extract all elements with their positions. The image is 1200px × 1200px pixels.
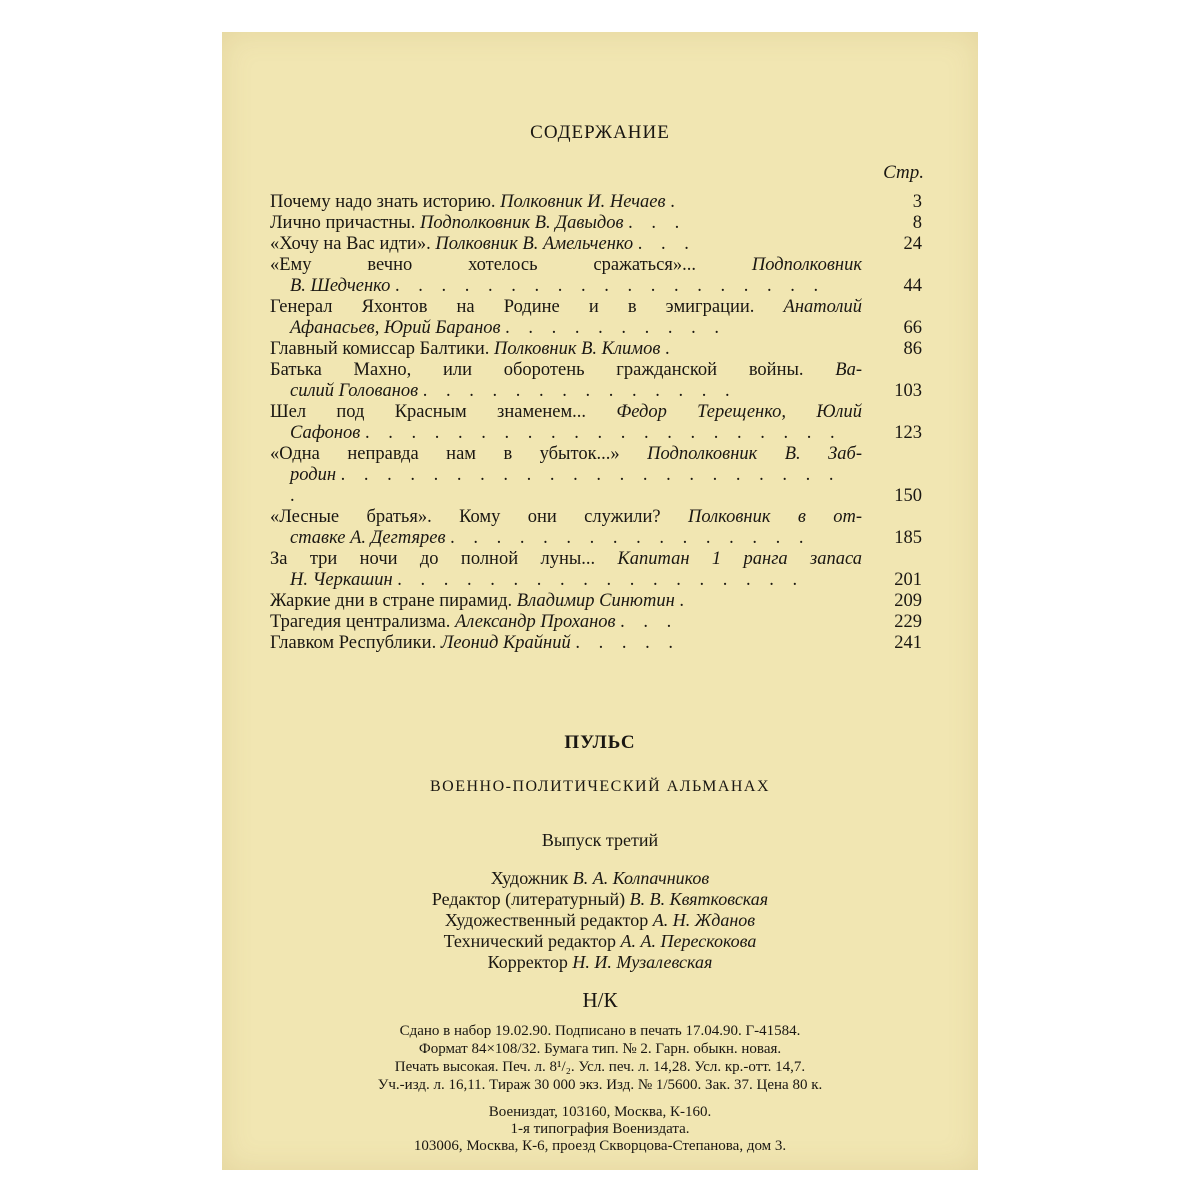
toc-entry-line	[270, 528, 862, 549]
print-info-line: Печать высокая. Печ. л. 8¹/₂. Усл. печ. л. 14,28. Усл. кр.-отт. 14,7.	[394, 1059, 806, 1075]
toc-entry-title: Трагедия централизма.	[270, 612, 451, 632]
credit-name: В. А. Колпачников	[572, 868, 710, 888]
credit-name: А. Н. Жданов	[652, 910, 756, 930]
toc-entry-title: Жаркие дни в стране пирамид.	[270, 591, 513, 611]
toc-entry-author: родин	[290, 465, 337, 485]
toc-entry	[270, 633, 922, 654]
credit-role: Художественный редактор	[444, 910, 649, 930]
toc-entry-title: Почему надо знать историю.	[270, 192, 496, 212]
toc-entry-title: «Ему вечно хотелось сражаться»...	[270, 255, 696, 275]
toc-entry-author: Федор Терещенко, Юлий	[616, 402, 862, 422]
dot-leader: .	[679, 591, 691, 611]
toc-entry-author: Сафонов	[290, 423, 361, 443]
credit-name: А. А. Перескокова	[620, 931, 757, 951]
toc-entry	[270, 213, 922, 234]
publisher-line: 1-я типография Воениздата.	[510, 1121, 690, 1137]
toc-entry-line	[270, 297, 862, 318]
almanac-subtitle: ВОЕННО-ПОЛИТИЧЕСКИЙ АЛЬМАНАХ	[429, 778, 771, 795]
toc-entry-title: Батька Махно, или оборотень гражданской войны.	[270, 360, 804, 380]
credit-line	[222, 952, 978, 973]
credit-role: Корректор	[487, 952, 568, 972]
toc-entry-line	[270, 360, 862, 381]
toc-entry-author: Подполковник	[751, 255, 862, 275]
credit-name: В. В. Квятковская	[629, 889, 769, 909]
toc-entry-line	[270, 276, 862, 297]
toc-entry-author: Подполковник В. Заб-	[647, 444, 862, 464]
book-page	[222, 32, 978, 1170]
dot-leader: .	[665, 339, 677, 359]
toc-entry-line	[270, 465, 862, 507]
toc-entry	[270, 507, 922, 549]
toc-entry-author: Подполковник В. Давыдов	[419, 213, 624, 233]
toc-entry-author: Полковник В. Амельченко	[435, 234, 634, 254]
toc-entry-author: Афанасьев, Юрий Баранов	[290, 318, 501, 338]
credit-name: Н. И. Музалевская	[572, 952, 713, 972]
toc-entry-line	[270, 381, 862, 402]
toc-entry-author: Полковник в от-	[687, 507, 862, 527]
dot-leader: . . .	[620, 612, 679, 632]
toc-entry-title: Шел под Красным знаменем...	[270, 402, 587, 422]
toc-entry	[270, 255, 922, 297]
dot-leader: . . . . . . . . . . . . . . . . . . . . .	[364, 423, 842, 443]
toc-entry-author: В. Шедченко	[290, 276, 391, 296]
toc-entry-page: 24	[903, 234, 922, 254]
toc-entry-page: 103	[894, 381, 922, 401]
toc-entry-title: Главком Республики.	[270, 633, 437, 653]
toc-entry-author: Полковник И. Нечаев	[500, 192, 666, 212]
dot-leader: . . . . . . . . . . . . . . . . . . .	[395, 276, 826, 296]
dot-leader: . . . . . . . . . . . . . . . . . . . . . . .	[290, 465, 841, 506]
toc-entry-page: 229	[894, 612, 922, 632]
toc-entry-line	[270, 318, 862, 339]
toc-entry	[270, 234, 922, 255]
dot-leader: . . . . . . . . . . . . . . . . . .	[397, 570, 805, 590]
toc-entry	[270, 444, 922, 507]
toc-entry-author: Ва-	[835, 360, 863, 380]
toc-entry-title: «Хочу на Вас идти».	[270, 234, 431, 254]
toc-entry	[270, 612, 922, 633]
print-info-line: Формат 84×108/32. Бумага тип. № 2. Гарн. обыкн. новая.	[418, 1041, 782, 1057]
toc-entry-author: Владимир Синютин	[516, 591, 675, 611]
dot-leader: . . . . . . . . . . . . . . . .	[450, 528, 811, 548]
issue-label: Выпуск третий	[541, 830, 659, 850]
toc-entry-author: Анатолий	[783, 297, 862, 317]
toc-entry-title: Генерал Яхонтов на Родине и в эмиграции.	[270, 297, 755, 317]
credit-line	[222, 910, 978, 931]
toc-entry-page: 3	[912, 192, 922, 212]
publisher-line: Воениздат, 103160, Москва, К-160.	[488, 1104, 712, 1120]
toc-entry-page: 201	[894, 570, 922, 590]
toc-entry-line	[270, 423, 862, 444]
dot-leader: . . .	[637, 234, 696, 254]
toc-entry-page: 241	[894, 633, 922, 653]
classification-code: Н/К	[582, 988, 618, 1012]
credit-line	[222, 931, 978, 952]
toc-entry	[270, 360, 922, 402]
toc-entry-author: Н. Черкашин	[290, 570, 393, 590]
toc-entry-author: силий Голованов	[290, 381, 419, 401]
almanac-title: ПУЛЬС	[564, 732, 636, 753]
dot-leader: . . . . . . . . . .	[505, 318, 727, 338]
toc-entry-author: Капитан 1 ранга запаса	[617, 549, 862, 569]
toc-entry	[270, 549, 922, 591]
toc-entry-author: Полковник В. Климов	[493, 339, 661, 359]
toc-entry-line	[270, 549, 862, 570]
credits-list	[222, 868, 978, 973]
toc-entry-page: 150	[894, 486, 922, 506]
toc-entry-title: Лично причастны.	[270, 213, 416, 233]
toc-entry-line	[270, 570, 862, 591]
print-info	[222, 1022, 978, 1094]
toc-entry-author: Александр Проханов	[454, 612, 616, 632]
toc-entry-line	[270, 444, 862, 465]
dot-leader: . . . . . . . . . . . . . .	[422, 381, 737, 401]
toc-entry-page: 8	[912, 213, 922, 233]
toc-entry-author: Леонид Крайний	[440, 633, 571, 653]
toc-title: СОДЕРЖАНИЕ	[530, 122, 670, 143]
toc-entry-line	[270, 402, 862, 423]
toc-entry	[270, 591, 922, 612]
toc-entry-line	[270, 255, 862, 276]
toc-entry-title: За три ночи до полной луны...	[270, 549, 596, 569]
dot-leader: .	[670, 192, 682, 212]
publisher-info	[222, 1104, 978, 1155]
credit-role: Редактор (литературный)	[431, 889, 626, 909]
print-info-line: Сдано в набор 19.02.90. Подписано в печать 17.04.90. Г-41584.	[399, 1023, 801, 1039]
toc-entry-page: 66	[903, 318, 922, 338]
toc-entry-title: Главный комиссар Балтики.	[270, 339, 490, 359]
dot-leader: . . .	[628, 213, 687, 233]
credit-role: Художник	[490, 868, 569, 888]
credit-line	[222, 889, 978, 910]
page-column-label: Стр.	[883, 162, 924, 183]
toc-entry	[270, 402, 922, 444]
print-info-line: Уч.-изд. л. 16,11. Тираж 30 000 экз. Изд. № 1/5600. Зак. 37. Цена 80 к.	[377, 1077, 823, 1093]
toc-entry-page: 123	[894, 423, 922, 443]
toc-entry-page: 185	[894, 528, 922, 548]
publisher-line: 103006, Москва, К-6, проезд Скворцова-Степанова, дом 3.	[413, 1138, 787, 1154]
toc-entry-title: «Одна неправда нам в убыток...»	[270, 444, 620, 464]
toc-entry-page: 86	[903, 339, 922, 359]
toc-entry	[270, 297, 922, 339]
toc-entry-page: 44	[903, 276, 922, 296]
toc-entry-author: ставке А. Дегтярев	[290, 528, 446, 548]
toc-entry-title: «Лесные братья». Кому они служили?	[270, 507, 661, 527]
toc-entry-line	[270, 507, 862, 528]
credit-line	[222, 868, 978, 889]
dot-leader: . . . . .	[575, 633, 680, 653]
toc-entry	[270, 339, 922, 360]
toc-entry-page: 209	[894, 591, 922, 611]
toc-entry	[270, 192, 922, 213]
table-of-contents	[270, 192, 922, 654]
credit-role: Технический редактор	[443, 931, 616, 951]
